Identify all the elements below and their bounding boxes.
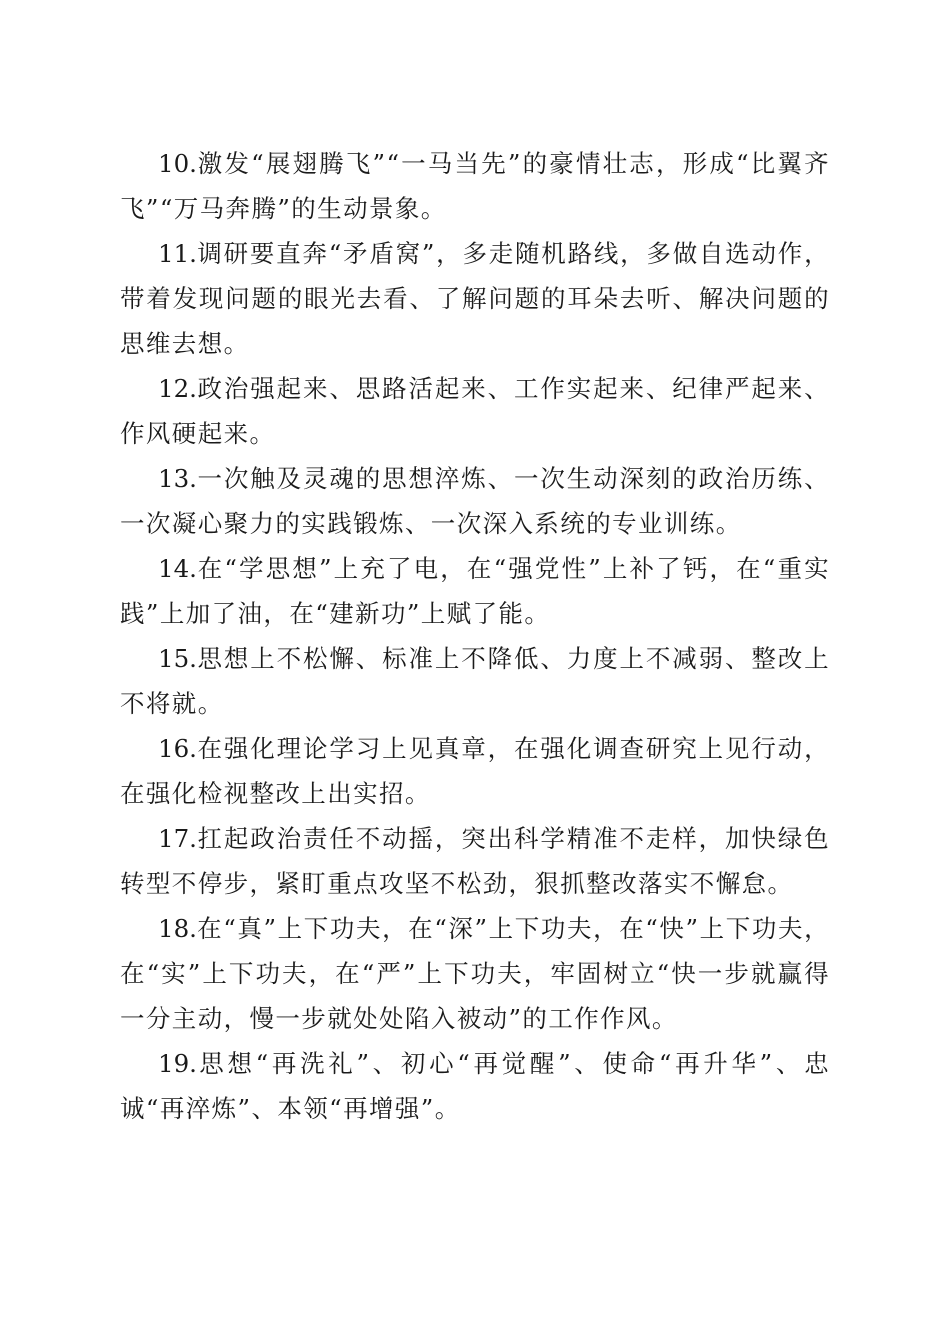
item-number: 10.	[158, 149, 197, 178]
list-item	[120, 1041, 830, 1131]
item-text: 政治强起来、思路活起来、工作实起来、纪律严起来、作风硬起来。	[120, 374, 830, 448]
list-item	[120, 546, 830, 636]
item-text: 在“学思想”上充了电，在“强党性”上补了钙，在“重实践”上加了油，在“建新功”上赋了能。	[120, 554, 830, 628]
list-item	[120, 141, 830, 231]
item-text: 思想上不松懈、标准上不降低、力度上不减弱、整改上不将就。	[120, 644, 830, 718]
item-number: 19.	[158, 1049, 197, 1078]
list-item	[120, 816, 830, 906]
item-text: 在强化理论学习上见真章，在强化调查研究上见行动，在强化检视整改上出实招。	[120, 734, 830, 808]
list-item	[120, 366, 830, 456]
item-number: 16.	[158, 734, 197, 763]
item-number: 12.	[158, 374, 197, 403]
list-item	[120, 726, 830, 816]
item-text: 思想“再洗礼”、初心“再觉醒”、使命“再升华”、忠诚“再淬炼”、本领“再增强”。	[120, 1049, 830, 1123]
item-number: 13.	[158, 464, 197, 493]
list-item	[120, 906, 830, 1041]
document-body	[120, 141, 830, 1131]
list-item	[120, 636, 830, 726]
item-number: 18.	[158, 914, 197, 943]
item-text: 在“真”上下功夫，在“深”上下功夫，在“快”上下功夫，在“实”上下功夫，在“严”上下功夫，牢固树立“快一步就赢得一分主动，慢一步就处处陷入被动”的工作作风。	[120, 914, 830, 1033]
item-number: 11.	[158, 239, 197, 268]
item-text: 扛起政治责任不动摇，突出科学精准不走样，加快绿色转型不停步，紧盯重点攻坚不松劲，狠抓整改落实不懈怠。	[120, 824, 830, 898]
item-number: 17.	[158, 824, 197, 853]
list-item	[120, 231, 830, 366]
item-number: 15.	[158, 644, 197, 673]
item-text: 调研要直奔“矛盾窝”，多走随机路线，多做自选动作，带着发现问题的眼光去看、了解问题的耳朵去听、解决问题的思维去想。	[120, 239, 830, 358]
item-text: 一次触及灵魂的思想淬炼、一次生动深刻的政治历练、一次凝心聚力的实践锻炼、一次深入系统的专业训练。	[120, 464, 830, 538]
item-text: 激发“展翅腾飞”“一马当先”的豪情壮志，形成“比翼齐飞”“万马奔腾”的生动景象。	[120, 149, 830, 223]
item-number: 14.	[158, 554, 197, 583]
list-item	[120, 456, 830, 546]
